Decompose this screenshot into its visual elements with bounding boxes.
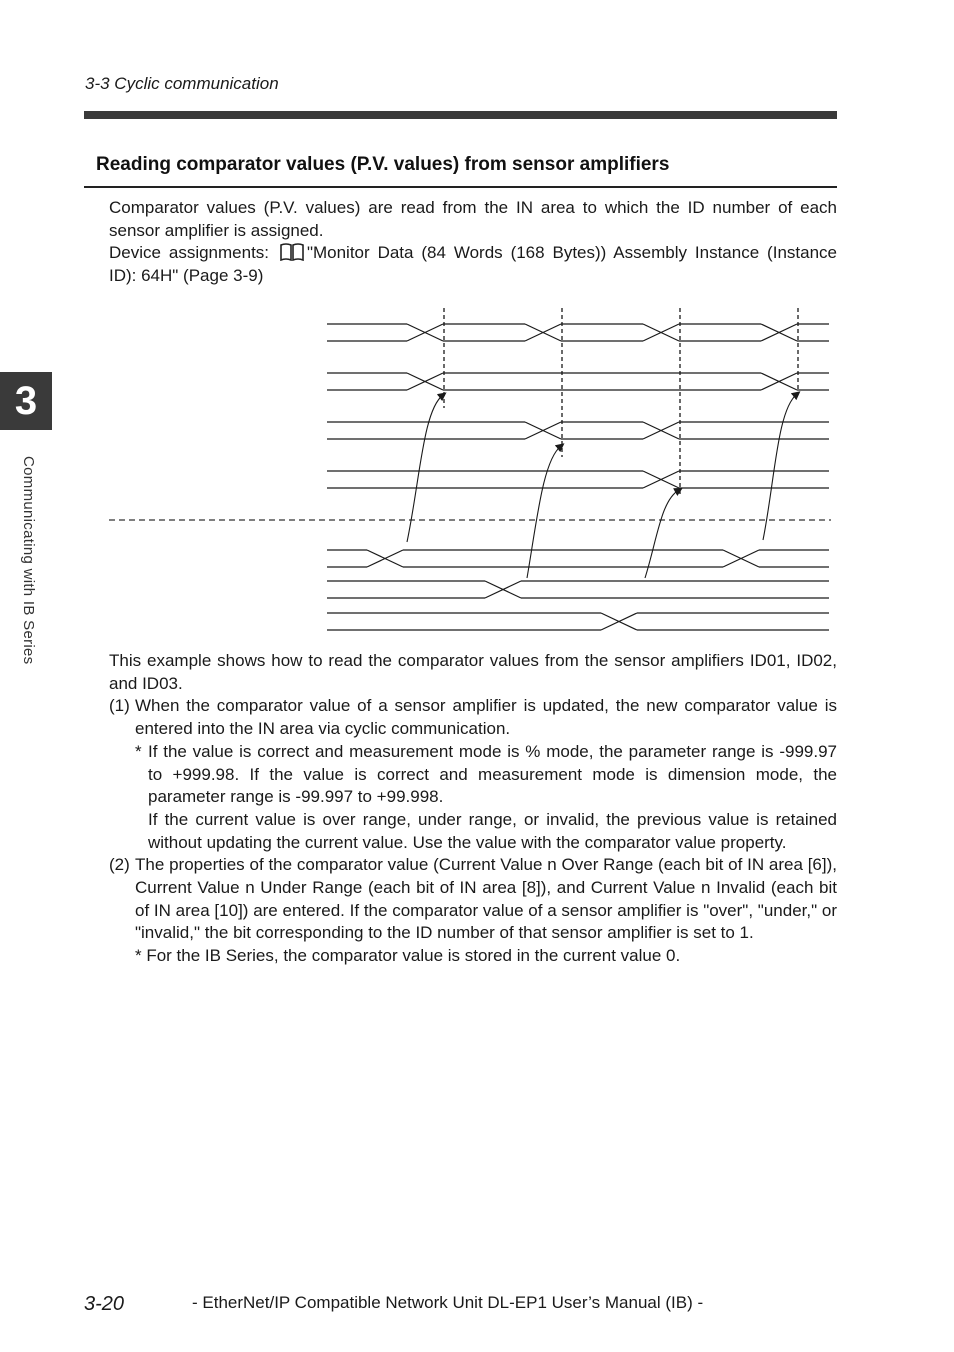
signal-row-4 (327, 471, 829, 488)
note-1-star: * (135, 741, 142, 761)
note-1-text: If the value is correct and measurement mode is % mode, the parameter range is -999.97 to +999.98. If the value is correct and measurement mode is dimension mode, the parameter range is -99.997 to +99.998. (148, 741, 837, 807)
footer-manual-title: - EtherNet/IP Compatible Network Unit DL-EP1 User’s Manual (IB) - (192, 1293, 704, 1312)
book-icon (279, 243, 305, 261)
chapter-side-label: Communicating with IB Series (20, 456, 37, 665)
list-item-2 (109, 854, 837, 968)
example-intro: This example shows how to read the comparator values from the sensor amplifiers ID01, ID02, and ID03. (109, 651, 837, 693)
lower-signal-3 (327, 613, 829, 630)
signal-row-2 (327, 373, 829, 390)
update-arrow-4 (763, 394, 797, 540)
intro-paragraph (109, 197, 837, 288)
list-item-2-number: (2) (109, 855, 130, 875)
list-item-2-text: The properties of the comparator value (Current Value n Over Range (each bit of IN area [6]), Current Value n Under Range (each bit of IN area [8]), and Current Value n Invalid (each bit of IN area [10]) are entered. If the comparator value of a sensor amplifier is "over", "under," or "invalid," the bit corresponding to the ID number of that sensor amplifier is set to 1. (135, 855, 837, 943)
header-section-title: 3-3 Cyclic communication (85, 74, 279, 93)
timing-diagram (105, 300, 835, 640)
lower-signal-1 (327, 550, 829, 567)
update-arrow-2 (527, 446, 561, 578)
device-assignments-label: Device assignments: (109, 243, 270, 263)
lower-signal-2 (327, 581, 829, 598)
update-arrow-3 (645, 490, 679, 578)
list-item-1-text: When the comparator value of a sensor amplifier is updated, the new comparator value is entered into the IN area via cyclic communication. (135, 696, 837, 739)
note-2: * For the IB Series, the comparator value is stored in the current value 0. (135, 946, 681, 966)
list-item-1-number: (1) (109, 696, 130, 716)
device-assignments (109, 242, 837, 287)
note-1 (135, 741, 837, 855)
intro-line: Comparator values (P.V. values) are read from the IN area to which the ID number of each sensor amplifier is assigned. (109, 198, 837, 240)
chapter-tab: 3 (0, 372, 52, 430)
signal-row-1 (327, 324, 829, 341)
signal-row-3 (327, 422, 829, 439)
note-1-continued: If the current value is over range, under range, or invalid, the previous value is retained without updating the current value. Use the value with the comparator value property. (148, 809, 837, 852)
list-item-1 (109, 695, 837, 854)
body-text (109, 650, 837, 968)
device-assignments-ref: "Monitor Data (84 Words (168 Bytes)) Assembly Instance (Instance ID): 64H" (Page 3-9) (109, 243, 837, 286)
section-heading: Reading comparator values (P.V. values) from sensor amplifiers (96, 154, 670, 175)
heading-rule (84, 186, 837, 188)
header-rule (84, 111, 837, 119)
page-number: 3-20 (84, 1293, 125, 1315)
